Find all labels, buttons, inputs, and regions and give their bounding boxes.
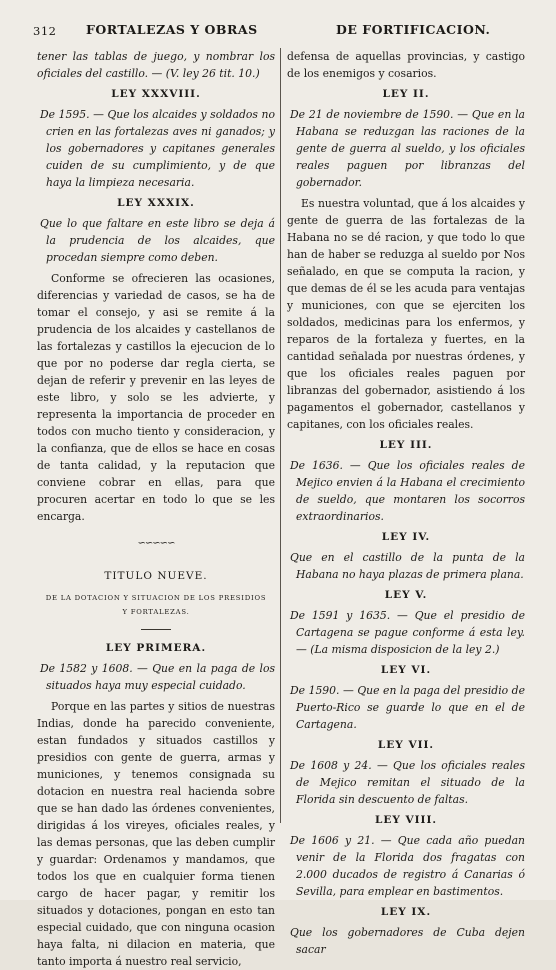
section-subtitle-line: Y FORTALEZAS. — [122, 608, 190, 616]
running-header — [33, 22, 534, 44]
law-heading: LEY II. — [382, 88, 430, 100]
law-body: Es nuestra voluntad, que á los alcaides y gente de guerra de las fortalezas de la Habana no se dé racion, y que todo lo que han de haber se reduzga al sueldo por Nos señalado, en que se computa la racion, y que demas de él se les acuda para ventajas y municiones, con que se ejerciten los soldados, medicinas para los enfermos, y reparos de la fortaleza y fuertes, en la cantidad señalada por nuestras órdenes, y que los oficiales reales paguen por libranzas del gobernador, asistiendo á los pagamentos el gobernador, castellanos y capitanes, con los oficiales reales. — [287, 197, 525, 431]
continued-body: defensa de aquellas provincias, y castigo de los enemigos y cosarios. — [287, 50, 525, 80]
section-subtitle — [37, 591, 275, 619]
law-body: Porque en las partes y sitios de nuestras Indias, donde ha parecido conveniente, estan fundados y situados castillos y presidios con gente de guerra, armas y municiones, y tenemos consignada su dotacion en nuestra real hacienda sobre que se han dado las órdenes convenientes, dirigidas á los vireyes, oficiales reales, y las demas personas, que las deben cumplir y guardar: Ordenamos y mandamos, que todos los que en cualquier forma tienen cargo de hacer pagar, y remitir los situados y dotaciones, pongan en esto tan especial cuidado, que con ninguna ocasion haya falta, ni dilacion en materia, que tanto importa á nuestro real servicio, — [37, 700, 275, 968]
law-summary: De 1582 y 1608. — Que en la paga de los situados haya muy especial cuidado. — [40, 662, 275, 692]
law-summary: De 21 de noviembre de 1590. — Que en la Habana se reduzgan las raciones de la gente de guerra al sueldo, y los oficiales reales paguen por libranzas del gobernador. — [290, 108, 525, 189]
law-summary: Que lo que faltare en este libro se deja á la prudencia de los alcaides, que procedan siempre como deben. — [40, 217, 275, 264]
section-subtitle-line: DE LA DOTACION Y SITUACION DE LOS PRESIDIOS — [45, 594, 267, 602]
column-divider — [280, 48, 281, 823]
right-column — [287, 48, 525, 958]
short-rule — [141, 629, 171, 630]
law-summary: De 1595. — Que los alcaides y soldados no crien en las fortalezas aves ni ganados; y los gobernadores y capitanes generales cuiden de su cumplimiento, y de que haya la limpieza necesaria. — [40, 108, 275, 189]
law-heading: LEY IV. — [381, 531, 431, 543]
law-heading: LEY XXXVIII. — [111, 88, 201, 100]
law-body: Conforme se ofrecieren las ocasiones, diferencias y variedad de casos, se ha de tomar el consejo, y asi se remite á la prudencia de los alcaides y castellanos de las fortalezas y castillos la ejecucion de lo que por no poderse dar regla cierta, se dejan de referir y prevenir en las leyes de este libro, y solo se les advierte, y representa la importancia de proceder en todos con mucho tiento y consideracion, y la confianza, que de ellos se hace en cosas de tanta calidad, y la reputacion que conviene cobrar en ellas, para que procuren acertar en todo lo que se les encarga. — [37, 272, 275, 523]
law-heading: LEY VI. — [380, 664, 432, 676]
left-running-title: FORTALEZAS Y OBRAS — [86, 22, 258, 37]
law-summary: Que en el castillo de la punta de la Habana no haya plazas de primera plana. — [290, 551, 525, 581]
law-summary: De 1608 y 24. — Que los oficiales reales de Mejico remitan el situado de la Florida sin descuento de faltas. — [290, 759, 525, 806]
right-running-title: DE FORTIFICACION. — [336, 22, 491, 37]
law-heading: LEY XXXIX. — [117, 197, 195, 209]
law-summary: Que los gobernadores de Cuba dejen sacar — [290, 926, 525, 956]
law-heading: LEY VII. — [377, 739, 435, 751]
law-heading: LEY VIII. — [374, 814, 438, 826]
continued-summary: tener las tablas de juego, y nombrar los oficiales del castillo. — (V. ley 26 tit. 10.) — [37, 50, 275, 80]
law-summary: De 1636. — Que los oficiales reales de Mejico envien á la Habana el crecimiento de sueldo, que montaren los socorros extraordinarios. — [290, 459, 525, 523]
section-title: TITULO NUEVE. — [104, 570, 208, 582]
ornament-divider: ∽∽∽∽∽ — [137, 538, 175, 549]
law-heading: LEY V. — [384, 589, 428, 601]
law-heading: LEY PRIMERA. — [105, 642, 207, 654]
law-heading: LEY IX. — [380, 906, 432, 918]
left-column — [37, 48, 275, 970]
law-heading: LEY III. — [379, 439, 433, 451]
law-summary: De 1590. — Que en la paga del presidio de Puerto-Rico se guarde lo que en el de Cartagena. — [290, 684, 525, 731]
page-number: 312 — [33, 24, 57, 38]
law-summary: De 1606 y 21. — Que cada año puedan venir de la Florida dos fragatas con 2.000 ducados de registro á Canarias ó Sevilla, para emplear en bastimentos. — [290, 834, 525, 898]
law-summary: De 1591 y 1635. — Que el presidio de Cartagena se pague conforme á esta ley. — (La misma disposicion de la ley 2.) — [290, 609, 525, 656]
